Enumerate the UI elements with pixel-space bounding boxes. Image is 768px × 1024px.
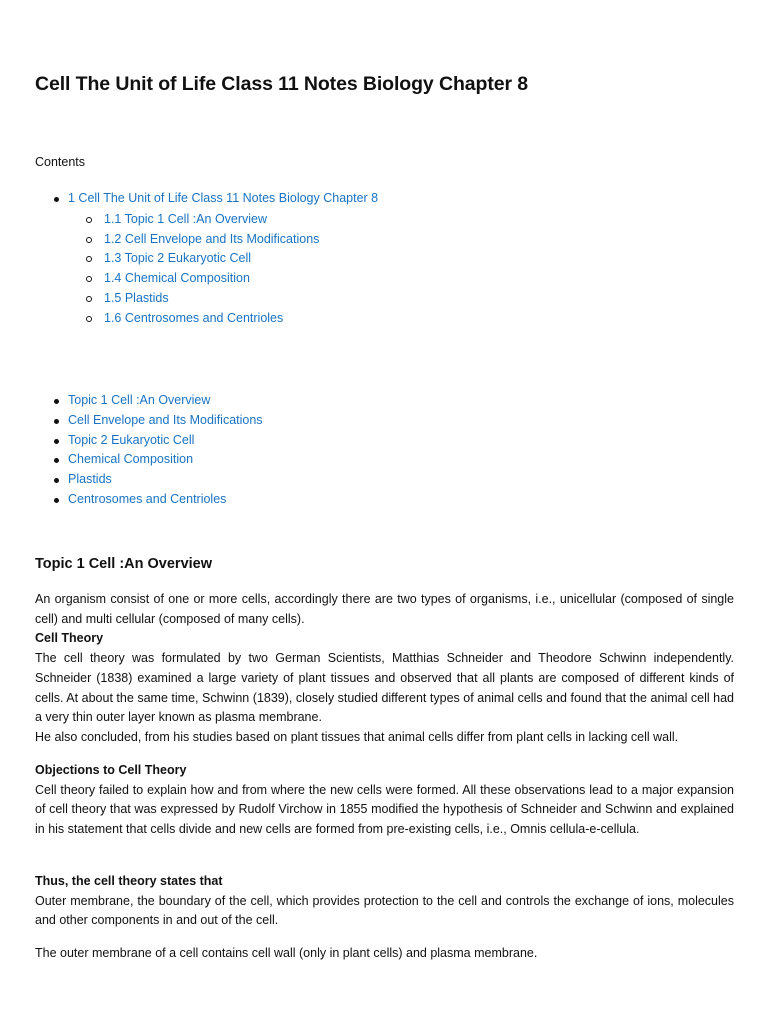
topic-list-item [52,450,263,470]
objections-heading: Objections to Cell Theory [35,763,187,777]
topic-list-item [52,431,263,451]
table-of-contents [52,189,378,329]
section-states [35,872,734,931]
toc-subitem [86,289,378,309]
toc-link-1-5[interactable]: 1.5 Plastids [104,290,169,305]
toc-subitem [86,230,378,250]
states-paragraph: Outer membrane, the boundary of the cell, which provides protection to the cell and controls the exchange of ions, molecules and other components in and out of the cell. [35,893,734,928]
states-heading: Thus, the cell theory states that [35,874,223,888]
topic-link-centrosomes[interactable]: Centrosomes and Centrioles [68,491,227,506]
cell-theory-paragraph: The cell theory was formulated by two German Scientists, Matthias Schneider and Theodore Schwinn independently. Schneider (1838) examined a large variety of plant tissues and observed that all plants are composed of different kinds of cells. At about the same time, Schwinn (1839), closely studied different types of animal cells and found that the animal cell had a very thin outer layer known as plasma membrane. [35,651,734,725]
toc-link-1-2[interactable]: 1.2 Cell Envelope and Its Modifications [104,231,320,246]
section-heading: Topic 1 Cell :An Overview [35,556,213,572]
toc-subitem [86,269,378,289]
cell-theory-heading: Cell Theory [35,631,104,646]
toc-subitem [86,249,378,269]
contents-label: Contents [35,155,86,169]
toc-subitem [86,309,378,329]
topic-link-list [52,391,263,510]
toc-link-1-3[interactable]: 1.3 Topic 2 Eukaryotic Cell [104,251,252,266]
topic-link-envelope[interactable]: Cell Envelope and Its Modifications [68,412,263,427]
section-cell-theory [35,590,734,748]
toc-sublist [68,210,378,329]
intro-paragraph: An organism consist of one or more cells, accordingly there are two types of organisms, i.e., unicellular (composed of single cell) and multi cellular (composed of many cells). [35,592,734,626]
topic-link-chemical[interactable]: Chemical Composition [68,452,194,467]
topic-list-item [52,391,263,411]
topic-list-item [52,411,263,431]
cell-theory-conclusion: He also concluded, from his studies based on plant tissues that animal cells differ from plant cells in lacking cell wall. [35,729,679,744]
toc-link-1-1[interactable]: 1.1 Topic 1 Cell :An Overview [104,211,268,226]
objections-paragraph: Cell theory failed to explain how and from where the new cells were formed. All these observations lead to a major expansion of cell theory that was expressed by Rudolf Virchow in 1855 modified the hypothesis of Schneider and Schwinn and explained in his statement that cells divide and new cells are formed from pre-existing cells, i.e., Omnis cellula-e-cellula. [35,782,734,837]
toc-link-main[interactable]: 1 Cell The Unit of Life Class 11 Notes Biology Chapter 8 [68,191,379,205]
toc-link-1-4[interactable]: 1.4 Chemical Composition [104,271,250,286]
toc-link-1-6[interactable]: 1.6 Centrosomes and Centrioles [104,310,284,325]
toc-subitem [86,210,378,230]
topic-link-eukaryotic[interactable]: Topic 2 Eukaryotic Cell [68,432,195,447]
topic-list-item [52,470,263,490]
toc-item-main [52,189,378,329]
topic-link-plastids[interactable]: Plastids [68,472,112,487]
page-title: Cell The Unit of Life Class 11 Notes Biology Chapter 8 [35,73,529,95]
section-outer-membrane [35,944,734,964]
topic-link-overview[interactable]: Topic 1 Cell :An Overview [68,393,211,407]
section-objections [35,761,734,840]
topic-list-item [52,490,263,510]
outer-membrane-paragraph: The outer membrane of a cell contains cell wall (only in plant cells) and plasma membrane. [35,946,538,960]
